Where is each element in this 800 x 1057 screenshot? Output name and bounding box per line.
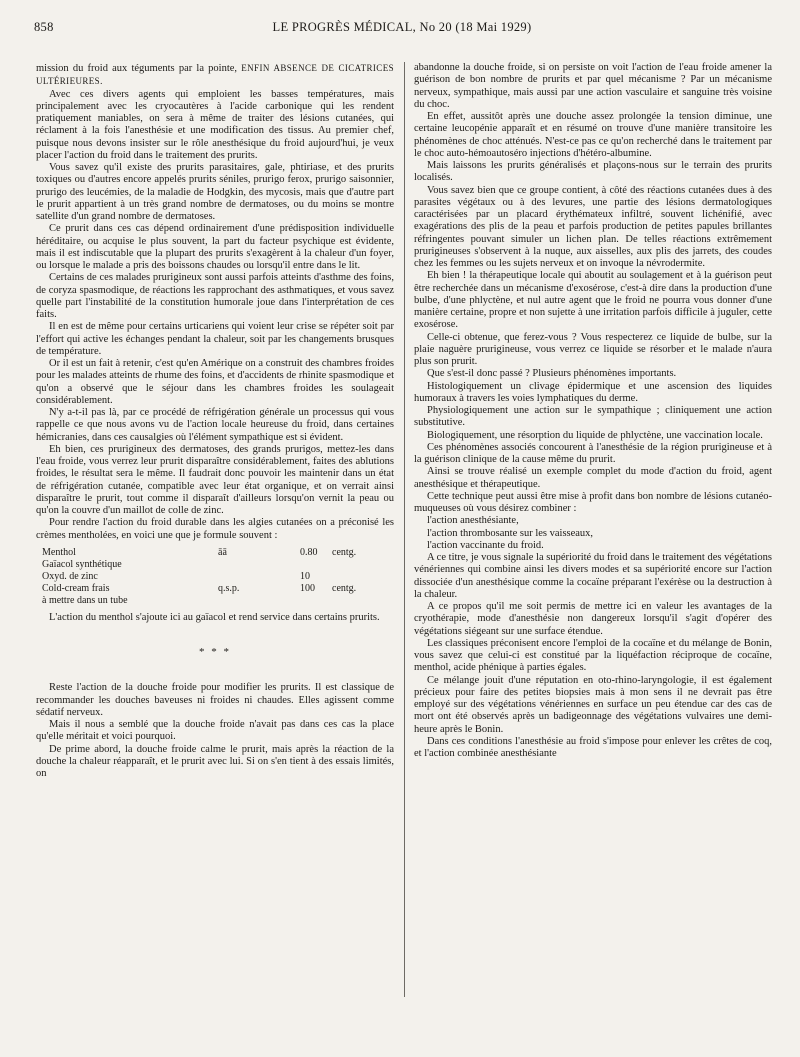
column-divider [404, 62, 405, 997]
paragraph-text: A ce titre, je vous signale la supériorité du froid dans le traitement des végétations vénériennes qui combine ainsi les divers modes et sa supériorité encore sur l'action dissociée d'un anesthésique comme la cocaïne préparant l'exérèse ou la destruction à la chaleur. [414, 552, 772, 600]
formula-row [42, 547, 394, 559]
paragraph [414, 270, 772, 331]
paragraph-text: Ces phénomènes associés concourent à l'anesthésie de la région prurigineuse et à la guérison clinique de la cause même du prurit. [414, 441, 772, 465]
paragraph [414, 491, 772, 516]
paragraph [414, 736, 772, 761]
formula-unit: centg. [332, 582, 357, 594]
paragraph [36, 272, 394, 321]
paragraph-text: Eh bien, ces prurigineux des dermatoses, des grands prurigos, mettez-les dans l'eau froide, vous verrez leur prurit disparaître considérablement, faites des ablutions froides, le résultat sera le même. Il faudrait donc pouvoir les maintenir dans un état de réfrigération cutanée, compatible avec leur état organique, et on verrait ainsi disparaître le prurit, tout comme il disparaît d'ailleurs lorsqu'on vernit la peau ou qu'on la couvre d'un maillot de colle de zinc. [36, 443, 394, 516]
paragraph-text: Cette technique peut aussi être mise à profit dans bon nombre de lésions cutanéo-muqueuses où vous désirez combiner : [414, 490, 772, 514]
formula-dose: āā [218, 546, 227, 558]
page-number: 858 [34, 20, 54, 34]
paragraph-text: Biologiquement, une résorption du liquide de phlyctène, une vaccination locale. [427, 429, 763, 441]
formula-row [42, 559, 394, 571]
right-column [414, 62, 772, 760]
paragraph-text: Avec ces divers agents qui emploient les basses températures, mais principalement avec les cryocautères à l'acide carbonique qui les rendent pratiquement maniables, on sera à même de traiter des lésions cutanées, qui réclament à la fois l'anesthésie et une modification des tissus. Au premier chef, puisque nous devons insister sur le rôle anesthésique du froid aujourd'hui, je veux placer l'action du froid dans le traitement des prurits. [36, 88, 394, 161]
paragraph [36, 162, 394, 223]
formula-row [42, 571, 394, 583]
paragraph-text: mission du froid aux téguments par la pointe, [36, 63, 242, 74]
paragraph [414, 368, 772, 380]
page-header [34, 20, 770, 38]
paragraph [414, 430, 772, 442]
paragraph [414, 601, 772, 638]
paragraph-text: Vous savez bien que ce groupe contient, à côté des réactions cutanées dues à des parasites végétaux ou à des levures, une partie des lésions dermatologiques caractérisées par un placard érythémateux infiltré, souvent lichénifié, avec exagérations des plis de la peau et parfois production de petites papules brillantes réfringentes pouvant simuler un lichen plan. De telles réactions extrêmement prurigineuses s'observent à la nuque, aux aisselles, aux plis des jarrets, des coudes chez les femmes ou les sujets nerveux et on invoque la névrodermite. [414, 184, 772, 269]
paragraph-text: Que s'est-il donc passé ? Plusieurs phénomènes importants. [427, 368, 677, 380]
formula-dose: q.s.p. [218, 582, 240, 594]
paragraph [36, 517, 394, 542]
paragraph [414, 466, 772, 491]
paragraph-text: abandonne la douche froide, si on persiste on voit l'action de l'eau froide amener la guérison de bon nombre de prurits et par quel mécanisme ? Par un mécanisme nerveux, sympathique, mais aussi par une action vasculaire et sanguine très voisine du choc. [414, 62, 772, 110]
paragraph-smallcaps: ENFIN ABSENCE DE CICATRICES ULTÉRIEURES. [36, 63, 394, 87]
journal-title: LE PROGRÈS MÉDICAL, No 20 (18 Mai 1929) [272, 20, 532, 34]
paragraph [414, 405, 772, 430]
paragraph [414, 62, 772, 111]
formula-block [42, 547, 394, 607]
paragraph-text: Ce mélange jouit d'une réputation en oto-rhino-laryngologie, il est également précieux pour faire des petites biopsies mais à mon sens il ne devrait pas être employé sur des végétations vénériennes en surface un peu étendue car des cas de mort ont été observés après un badigeonnage des végétations vulvaires une demi-heure après le Bonin. [414, 674, 772, 735]
paragraph [414, 638, 772, 675]
paragraph-text: Ainsi se trouve réalisé un exemple complet du mode d'action du froid, agent anesthésique et thérapeutique. [414, 466, 772, 490]
paragraph-text: Or il est un fait à retenir, c'est qu'en Amérique on a construit des chambres froides pour les malades atteints de rhume des foins, et d'accidents de rhinite spasmodique et qu'on a observé que le séjour dans les chambres froides les soulageait considérablement. [36, 358, 394, 406]
paragraph [36, 444, 394, 518]
paragraph [36, 358, 394, 407]
formula-value: 100 [300, 582, 315, 594]
paragraph [36, 321, 394, 358]
paragraph [36, 719, 394, 744]
paragraph-text: Physiologiquement une action sur le sympathique ; cliniquement une action substitutive. [414, 405, 772, 429]
paragraph [414, 675, 772, 736]
paragraph-text: Dans ces conditions l'anesthésie au froid s'impose pour enlever les crêtes de coq, et l'action combinée anesthésiante [414, 735, 772, 759]
paragraph-text: Reste l'action de la douche froide pour modifier les prurits. Il est classique de recommander les douches baveuses ni froides ni chaudes. Elles agissent comme sédatif nerveux. [36, 682, 394, 718]
left-column [36, 62, 394, 780]
paragraph-text: Mais laissons les prurits généralisés et plaçons-nous sur le terrain des prurits localisés. [414, 160, 772, 184]
paragraph [414, 528, 772, 540]
paragraph-text: Vous savez qu'il existe des prurits parasitaires, gale, phtiriase, et des prurits toxiques ou d'autres encore appelés prurits séniles, prurigo ferox, prurigo saisonnier, prurigo des leucémies, de la maladie de Hodgkin, des mycosis, mais que d'autre part le prurit appartient à un très grand nombre de dermatoses, ou du moins se montre satellite d'un grand nombre de dermatoses. [36, 162, 394, 222]
paragraph-text: Histologiquement un clivage épidermique et une ascension des liquides humoraux à travers les voies lymphatiques du derme. [414, 380, 772, 404]
paragraph [414, 185, 772, 271]
paragraph-text: N'y a-t-il pas là, par ce procédé de réfrigération générale un processus qui vous rappelle ce que nous avons vu de l'action locale heureuse du froid, dans certaines hémicranies, dans ces causalgies où l'élément sympathique est si évident. [36, 407, 394, 443]
paragraph [414, 515, 772, 527]
paragraph [414, 540, 772, 552]
paragraph-text: Celle-ci obtenue, que ferez-vous ? Vous respecterez ce liquide de bulbe, sur la plaie naguère prurigineuse, vous verrez ce liquide se résorber et le malade n'aura plus son prurit. [414, 331, 772, 367]
paragraph-text: Les classiques préconisent encore l'emploi de la cocaïne et du mélange de Bonin, vous savez que celui-ci est constitué par la liquéfaction réciproque de cocaïne, menthol, acide phénique à parties égales. [414, 637, 772, 674]
paragraph-text: Certains de ces malades prurigineux sont aussi parfois atteints d'asthme des foins, de coryza spasmodique, de réactions les rapprochant des asthmatiques, et vous savez quelle part l'instabilité de la constitution humorale joue dans l'interprétation de ces faits. [36, 272, 394, 320]
paragraph-text: Eh bien ! la thérapeutique locale qui aboutit au soulagement et à la guérison peut être recherchée dans un mécanisme d'exosérose, c'est-à dire dans la production d'une bulbe, d'une phlyctène, et nul autre agent que le froid ne pourra vous donner d'une manière certaine, propre et non sujette à une irritation parfois difficile à juguler, cette exosérose. [414, 270, 772, 331]
formula-ingredient: Cold-cream frais [42, 582, 110, 594]
paragraph [414, 381, 772, 406]
paragraph-text: L'action du menthol s'ajoute ici au gaïacol et rend service dans certains prurits. [49, 611, 380, 623]
paragraph [36, 89, 394, 163]
paragraph-text: Il en est de même pour certains urticariens qui voient leur crise se répéter soit par l'effort qui active les échanges pendant la chaleur, soit par les changements brusques de température. [36, 321, 394, 357]
paragraph [36, 744, 394, 781]
paragraph-text: Ce prurit dans ces cas dépend ordinairement d'une prédisposition individuelle héréditaire, ou acquise le plus souvent, la part du facteur psychique est évidente, mais il est indiscutable que la plupart des prurits s'exagèrent à la chaleur d'un foyer, ou lorsque le malade a pris des boissons chaudes ou lorsqu'il entre dans le lit. [36, 223, 394, 271]
paragraph-text: l'action thrombosante sur les vaisseaux, [427, 527, 594, 539]
paragraph [36, 407, 394, 444]
formula-ingredient: Gaïacol synthétique [42, 558, 122, 570]
paragraph [414, 332, 772, 369]
paragraph [414, 442, 772, 467]
section-separator: * * * [199, 646, 231, 658]
paragraph-text: De prime abord, la douche froide calme le prurit, mais après la réaction de la douche la chaleur réapparaît, et le prurit avec lui. Si on s'en tient à des essais limités, on [36, 743, 394, 779]
formula-value: 10 [300, 570, 310, 582]
paragraph [414, 111, 772, 160]
paragraph [414, 160, 772, 185]
formula-value: 0.80 [300, 546, 318, 558]
paragraph-text: En effet, aussitôt après une douche assez prolongée la tension diminue, une certaine leucopénie apparaît et en résumé on trouve d'une manière transitoire les phénomènes de choc atténués. N'est-ce pas ce qu'on recherché dans le traitement par le choc auto-hémoautoséro injections d'hétéro-albumine. [414, 111, 772, 159]
paragraph-text: Pour rendre l'action du froid durable dans les algies cutanées on a préconisé les crèmes mentholées, en voici une que je formule souvent : [36, 517, 394, 541]
formula-ingredient: Oxyd. de zinc [42, 570, 98, 582]
paragraph-text: A ce propos qu'il me soit permis de mettre ici en valeur les avantages de la cryothérapie, mode d'anesthésie non dangereux lorsqu'il s'agit d'opérer des végétations siégeant sur une surface étendue. [414, 601, 772, 637]
formula-ingredient: Menthol [42, 546, 76, 558]
paragraph [36, 223, 394, 272]
formula-unit: centg. [332, 546, 357, 558]
formula-row [42, 583, 394, 595]
paragraph [414, 552, 772, 601]
paragraph [36, 612, 394, 624]
paragraph-text: Mais il nous a semblé que la douche froide n'avait pas dans ces cas la place qu'elle méritait et voici pourquoi. [36, 719, 394, 743]
paragraph-text: l'action vaccinante du froid. [427, 539, 544, 551]
formula-footer: à mettre dans un tube [42, 594, 128, 606]
paragraph [36, 62, 394, 89]
paragraph-text: l'action anesthésiante, [427, 515, 519, 527]
paragraph [36, 682, 394, 719]
